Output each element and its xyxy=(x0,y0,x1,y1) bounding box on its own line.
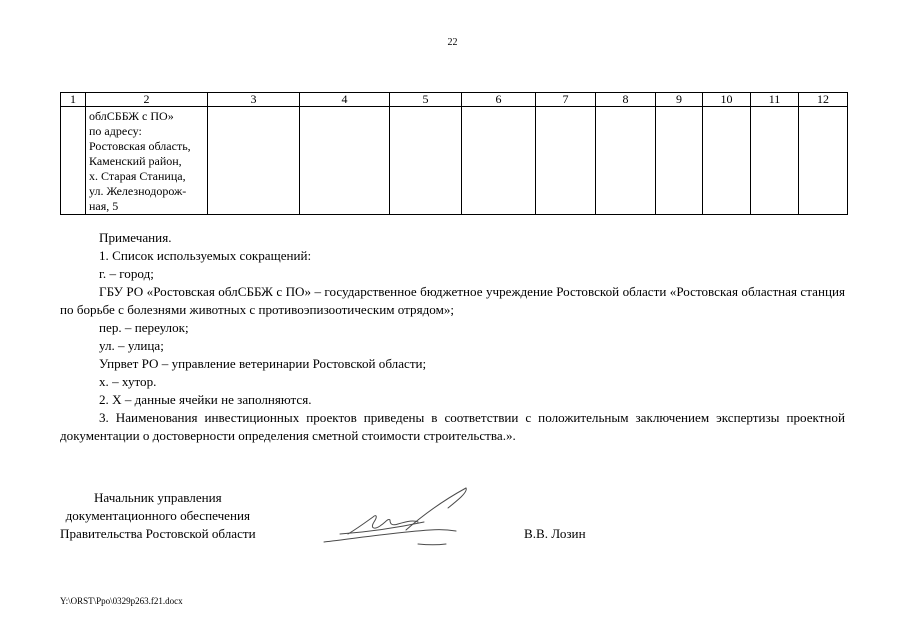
column-number: 7 xyxy=(536,93,596,107)
column-number: 4 xyxy=(300,93,390,107)
table-cell xyxy=(596,107,656,215)
signatory-title-line: Правительства Ростовской области xyxy=(60,526,256,541)
column-number: 9 xyxy=(656,93,703,107)
cell-line: ная, 5 xyxy=(89,199,119,213)
handwritten-signature xyxy=(318,484,478,550)
notes-heading: Примечания. xyxy=(99,230,172,245)
signatory-title-line: документационного обеспечения xyxy=(65,508,251,523)
column-number: 10 xyxy=(703,93,751,107)
column-number: 11 xyxy=(751,93,799,107)
page-number: 22 xyxy=(447,37,458,48)
column-number: 6 xyxy=(462,93,536,107)
note-item: Упрвет РО – управление ветеринарии Ростовской области; xyxy=(99,356,427,371)
note-item: г. – город; xyxy=(99,266,154,281)
column-number: 1 xyxy=(61,93,86,107)
signatory-name: В.В. Лозин xyxy=(524,526,586,541)
note-item: х. – хутор. xyxy=(99,374,157,389)
data-table xyxy=(60,92,848,215)
note-item: 3. Наименования инвестиционных проектов приведены в соответствии с положительным заключением экспертизы проектной документации о достоверности определения сметной стоимости строительства.». xyxy=(60,410,845,443)
table-cell xyxy=(462,107,536,215)
column-number: 2 xyxy=(86,93,208,107)
note-item: пер. – переулок; xyxy=(99,320,189,335)
cell-line: х. Старая Станица, xyxy=(89,169,186,183)
note-item: 1. Список используемых сокращений: xyxy=(99,248,312,263)
column-number: 3 xyxy=(208,93,300,107)
note-item: ГБУ РО «Ростовская облСББЖ с ПО» – государственное бюджетное учреждение Ростовской области «Ростовская областная станция по борьбе с болезнями животных с противоэпизоотическим отрядом»; xyxy=(60,284,845,317)
column-number: 5 xyxy=(390,93,462,107)
cell-line: Каменский район, xyxy=(89,154,182,168)
table-row xyxy=(61,107,848,215)
column-number: 8 xyxy=(596,93,656,107)
table-cell xyxy=(703,107,751,215)
table-cell xyxy=(751,107,799,215)
note-item: 2. Х – данные ячейки не заполняются. xyxy=(99,392,312,407)
notes-section xyxy=(60,229,845,445)
file-path-footer: Y:\ORST\Ppo\0329p263.f21.docx xyxy=(60,596,183,606)
table-cell-object-address xyxy=(86,107,208,215)
table-cell xyxy=(799,107,848,215)
table-cell xyxy=(300,107,390,215)
signatory-title xyxy=(60,489,256,543)
table-cell xyxy=(390,107,462,215)
cell-line: по адресу: xyxy=(89,124,142,138)
table-cell xyxy=(61,107,86,215)
table-cell xyxy=(208,107,300,215)
cell-line: Ростовская область, xyxy=(89,139,191,153)
table-header-row xyxy=(61,93,848,107)
cell-line: ул. Железнодорож- xyxy=(89,184,187,198)
table-cell xyxy=(536,107,596,215)
signatory-title-line: Начальник управления xyxy=(93,490,222,505)
column-number: 12 xyxy=(799,93,848,107)
table-cell xyxy=(656,107,703,215)
cell-line: облСББЖ с ПО» xyxy=(89,109,174,123)
note-item: ул. – улица; xyxy=(99,338,164,353)
